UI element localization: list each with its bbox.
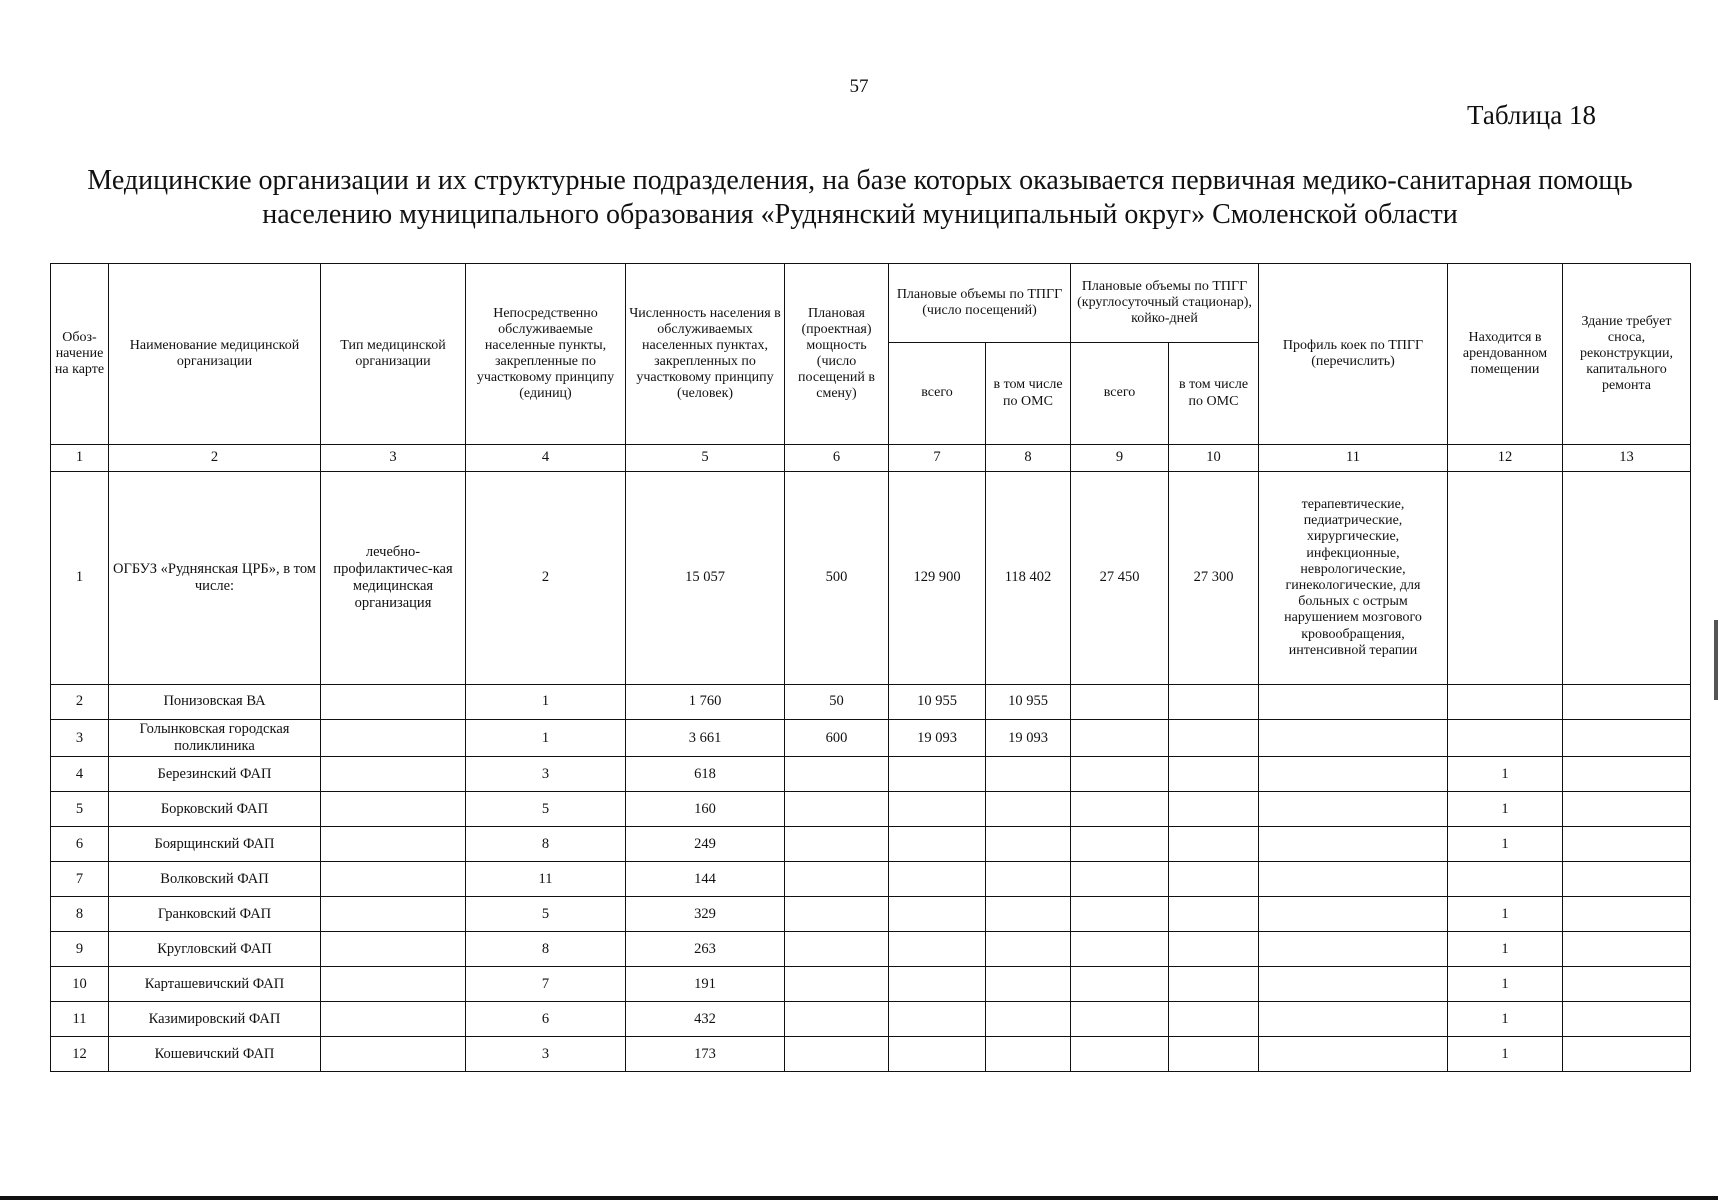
cell-name: Казимировский ФАП <box>109 1002 321 1037</box>
cell-settlements: 2 <box>466 472 626 685</box>
header-group-visits: Плановые объемы по ТПГГ (число посещений) <box>889 264 1071 343</box>
cell-population: 173 <box>626 1037 785 1072</box>
header-organization-name: Наименование медицинской организации <box>109 264 321 445</box>
cell-settlements: 1 <box>466 685 626 720</box>
cell-bed-profile <box>1259 1037 1448 1072</box>
cell-bed-profile <box>1259 827 1448 862</box>
cell-population: 160 <box>626 792 785 827</box>
cell-name: Голынковская городская поликлиника <box>109 720 321 757</box>
column-number: 6 <box>785 445 889 472</box>
cell-visits-total <box>889 967 986 1002</box>
cell-type <box>321 1002 466 1037</box>
cell-settlements: 5 <box>466 897 626 932</box>
cell-name: Волковский ФАП <box>109 862 321 897</box>
cell-visits-oms: 19 093 <box>986 720 1071 757</box>
cell-rebuild <box>1563 967 1691 1002</box>
column-number: 13 <box>1563 445 1691 472</box>
cell-visits-total <box>889 1037 986 1072</box>
cell-settlements: 3 <box>466 757 626 792</box>
cell-type <box>321 932 466 967</box>
cell-rented <box>1448 720 1563 757</box>
cell-type <box>321 827 466 862</box>
scan-bottom-edge <box>0 1196 1718 1200</box>
table-row <box>51 897 1691 932</box>
cell-rented: 1 <box>1448 897 1563 932</box>
cell-bed-profile <box>1259 862 1448 897</box>
header-beds-oms: в том числе по ОМС <box>1169 343 1259 445</box>
cell-visits-oms: 118 402 <box>986 472 1071 685</box>
cell-type <box>321 792 466 827</box>
table-row <box>51 757 1691 792</box>
cell-bed-profile: терапевтические, педиатрические, хирургические, инфекционные, неврологические, гинекологические, для больных с острым нарушением мозгового кровообращения, интенсивной терапии <box>1259 472 1448 685</box>
cell-visits-total <box>889 862 986 897</box>
table-body <box>51 445 1691 1072</box>
cell-beds-oms <box>1169 1002 1259 1037</box>
cell-rebuild <box>1563 862 1691 897</box>
cell-settlements: 5 <box>466 792 626 827</box>
cell-visits-oms <box>986 827 1071 862</box>
cell-capacity: 600 <box>785 720 889 757</box>
cell-settlements: 11 <box>466 862 626 897</box>
cell-beds-total <box>1071 827 1169 862</box>
cell-rented: 1 <box>1448 827 1563 862</box>
cell-name: Понизовская ВА <box>109 685 321 720</box>
cell-population: 432 <box>626 1002 785 1037</box>
table-row <box>51 720 1691 757</box>
cell-settlements: 8 <box>466 827 626 862</box>
table-label: Таблица 18 <box>1467 100 1596 130</box>
cell-capacity <box>785 862 889 897</box>
cell-population: 1 760 <box>626 685 785 720</box>
cell-settlements: 1 <box>466 720 626 757</box>
column-number: 3 <box>321 445 466 472</box>
cell-visits-total <box>889 792 986 827</box>
header-organization-type: Тип медицинской организации <box>321 264 466 445</box>
cell-visits-total <box>889 757 986 792</box>
cell-population: 144 <box>626 862 785 897</box>
table-row <box>51 967 1691 1002</box>
column-number: 12 <box>1448 445 1563 472</box>
cell-num: 8 <box>51 897 109 932</box>
cell-beds-oms <box>1169 827 1259 862</box>
cell-beds-oms <box>1169 757 1259 792</box>
cell-beds-total <box>1071 897 1169 932</box>
cell-bed-profile <box>1259 897 1448 932</box>
cell-type: лечебно-профилактичес-кая медицинская организация <box>321 472 466 685</box>
cell-beds-oms <box>1169 720 1259 757</box>
table-row <box>51 792 1691 827</box>
cell-rebuild <box>1563 685 1691 720</box>
cell-capacity <box>785 967 889 1002</box>
cell-visits-oms <box>986 792 1071 827</box>
cell-capacity: 500 <box>785 472 889 685</box>
cell-rented: 1 <box>1448 1002 1563 1037</box>
document-title <box>40 164 1680 232</box>
header-settlements: Непосредственно обслуживаемые населенные пункты, закрепленные по участковому принципу (единиц) <box>466 264 626 445</box>
column-number: 11 <box>1259 445 1448 472</box>
cell-visits-oms <box>986 897 1071 932</box>
cell-rebuild <box>1563 757 1691 792</box>
cell-type <box>321 862 466 897</box>
cell-beds-oms <box>1169 792 1259 827</box>
cell-rebuild <box>1563 1002 1691 1037</box>
cell-visits-oms <box>986 1002 1071 1037</box>
cell-num: 5 <box>51 792 109 827</box>
title-line-2: населению муниципального образования «Руднянский муниципальный округ» Смоленской области <box>262 199 1458 231</box>
table-row <box>51 685 1691 720</box>
column-number: 5 <box>626 445 785 472</box>
cell-bed-profile <box>1259 932 1448 967</box>
cell-capacity <box>785 897 889 932</box>
header-beds-total: всего <box>1071 343 1169 445</box>
cell-rented: 1 <box>1448 1037 1563 1072</box>
cell-bed-profile <box>1259 757 1448 792</box>
cell-rebuild <box>1563 1037 1691 1072</box>
scan-edge-mark <box>1714 620 1718 700</box>
cell-rebuild <box>1563 472 1691 685</box>
column-number: 2 <box>109 445 321 472</box>
cell-rebuild <box>1563 827 1691 862</box>
column-number: 7 <box>889 445 986 472</box>
table-row <box>51 1002 1691 1037</box>
column-number: 4 <box>466 445 626 472</box>
header-group-bed-days: Плановые объемы по ТПГГ (круглосуточный стационар), койко-дней <box>1071 264 1259 343</box>
cell-name: Березинский ФАП <box>109 757 321 792</box>
cell-name: Кошевичский ФАП <box>109 1037 321 1072</box>
cell-name: Карташевичский ФАП <box>109 967 321 1002</box>
cell-type <box>321 685 466 720</box>
cell-beds-oms <box>1169 685 1259 720</box>
header-visits-total: всего <box>889 343 986 445</box>
cell-num: 1 <box>51 472 109 685</box>
cell-num: 4 <box>51 757 109 792</box>
cell-settlements: 6 <box>466 1002 626 1037</box>
page-number: 57 <box>849 76 869 97</box>
cell-type <box>321 757 466 792</box>
cell-name: Гранковский ФАП <box>109 897 321 932</box>
cell-capacity: 50 <box>785 685 889 720</box>
table-row <box>51 862 1691 897</box>
cell-num: 7 <box>51 862 109 897</box>
cell-population: 249 <box>626 827 785 862</box>
cell-type <box>321 1037 466 1072</box>
cell-bed-profile <box>1259 720 1448 757</box>
cell-capacity <box>785 1037 889 1072</box>
cell-beds-oms <box>1169 932 1259 967</box>
cell-visits-oms <box>986 757 1071 792</box>
cell-beds-oms <box>1169 862 1259 897</box>
cell-num: 12 <box>51 1037 109 1072</box>
cell-beds-oms <box>1169 967 1259 1002</box>
cell-settlements: 7 <box>466 967 626 1002</box>
cell-rented <box>1448 685 1563 720</box>
cell-name: ОГБУЗ «Руднянская ЦРБ», в том числе: <box>109 472 321 685</box>
cell-bed-profile <box>1259 792 1448 827</box>
cell-num: 9 <box>51 932 109 967</box>
cell-visits-total <box>889 932 986 967</box>
header-visits-oms: в том числе по ОМС <box>986 343 1071 445</box>
cell-beds-total <box>1071 685 1169 720</box>
cell-capacity <box>785 827 889 862</box>
cell-beds-total <box>1071 932 1169 967</box>
cell-beds-oms <box>1169 897 1259 932</box>
cell-population: 15 057 <box>626 472 785 685</box>
cell-beds-total <box>1071 862 1169 897</box>
header-rebuild: Здание требует сноса, реконструкции, капитального ремонта <box>1563 264 1691 445</box>
cell-beds-oms <box>1169 1037 1259 1072</box>
cell-beds-total <box>1071 1002 1169 1037</box>
cell-beds-total <box>1071 757 1169 792</box>
cell-beds-total <box>1071 720 1169 757</box>
cell-bed-profile <box>1259 967 1448 1002</box>
table-header <box>51 264 1691 445</box>
cell-settlements: 8 <box>466 932 626 967</box>
column-number: 1 <box>51 445 109 472</box>
cell-capacity <box>785 757 889 792</box>
cell-rebuild <box>1563 792 1691 827</box>
cell-beds-total <box>1071 792 1169 827</box>
cell-capacity <box>785 932 889 967</box>
cell-bed-profile <box>1259 1002 1448 1037</box>
facilities-table <box>50 263 1691 1072</box>
cell-rented <box>1448 472 1563 685</box>
cell-settlements: 3 <box>466 1037 626 1072</box>
cell-name: Кругловский ФАП <box>109 932 321 967</box>
cell-visits-oms <box>986 967 1071 1002</box>
cell-visits-total <box>889 897 986 932</box>
cell-capacity <box>785 1002 889 1037</box>
cell-rented <box>1448 862 1563 897</box>
cell-name: Боярщинский ФАП <box>109 827 321 862</box>
cell-type <box>321 897 466 932</box>
cell-population: 191 <box>626 967 785 1002</box>
column-number: 9 <box>1071 445 1169 472</box>
cell-visits-oms <box>986 862 1071 897</box>
cell-rented: 1 <box>1448 932 1563 967</box>
cell-rented: 1 <box>1448 792 1563 827</box>
cell-rented: 1 <box>1448 967 1563 1002</box>
column-number: 8 <box>986 445 1071 472</box>
title-line-1: Медицинские организации и их структурные подразделения, на базе которых оказывается первичная медико-санитарная помощь <box>87 165 1633 196</box>
cell-num: 10 <box>51 967 109 1002</box>
cell-beds-total: 27 450 <box>1071 472 1169 685</box>
table-row-main-organization <box>51 472 1691 685</box>
cell-visits-oms <box>986 1037 1071 1072</box>
cell-visits-oms: 10 955 <box>986 685 1071 720</box>
cell-capacity <box>785 792 889 827</box>
cell-num: 11 <box>51 1002 109 1037</box>
cell-rented: 1 <box>1448 757 1563 792</box>
header-population: Численность населения в обслуживаемых населенных пунктах, закрепленных по участковому принципу (человек) <box>626 264 785 445</box>
cell-visits-total <box>889 1002 986 1037</box>
cell-visits-total: 19 093 <box>889 720 986 757</box>
cell-visits-total: 10 955 <box>889 685 986 720</box>
cell-beds-oms: 27 300 <box>1169 472 1259 685</box>
cell-num: 2 <box>51 685 109 720</box>
cell-type <box>321 720 466 757</box>
cell-visits-total <box>889 827 986 862</box>
cell-population: 329 <box>626 897 785 932</box>
column-numbers-row <box>51 445 1691 472</box>
cell-visits-oms <box>986 932 1071 967</box>
cell-num: 3 <box>51 720 109 757</box>
column-number: 10 <box>1169 445 1259 472</box>
header-map-designation: Обоз-начение на карте <box>51 264 109 445</box>
cell-num: 6 <box>51 827 109 862</box>
table-row <box>51 1037 1691 1072</box>
cell-population: 3 661 <box>626 720 785 757</box>
cell-visits-total: 129 900 <box>889 472 986 685</box>
cell-type <box>321 967 466 1002</box>
cell-name: Борковский ФАП <box>109 792 321 827</box>
cell-beds-total <box>1071 967 1169 1002</box>
cell-population: 263 <box>626 932 785 967</box>
cell-bed-profile <box>1259 685 1448 720</box>
table-row <box>51 932 1691 967</box>
cell-rebuild <box>1563 897 1691 932</box>
cell-rebuild <box>1563 932 1691 967</box>
cell-population: 618 <box>626 757 785 792</box>
table-row <box>51 827 1691 862</box>
cell-beds-total <box>1071 1037 1169 1072</box>
header-capacity: Плановая (проектная) мощность (число посещений в смену) <box>785 264 889 445</box>
header-rented: Находится в арендованном помещении <box>1448 264 1563 445</box>
header-bed-profile: Профиль коек по ТПГГ (перечислить) <box>1259 264 1448 445</box>
cell-rebuild <box>1563 720 1691 757</box>
